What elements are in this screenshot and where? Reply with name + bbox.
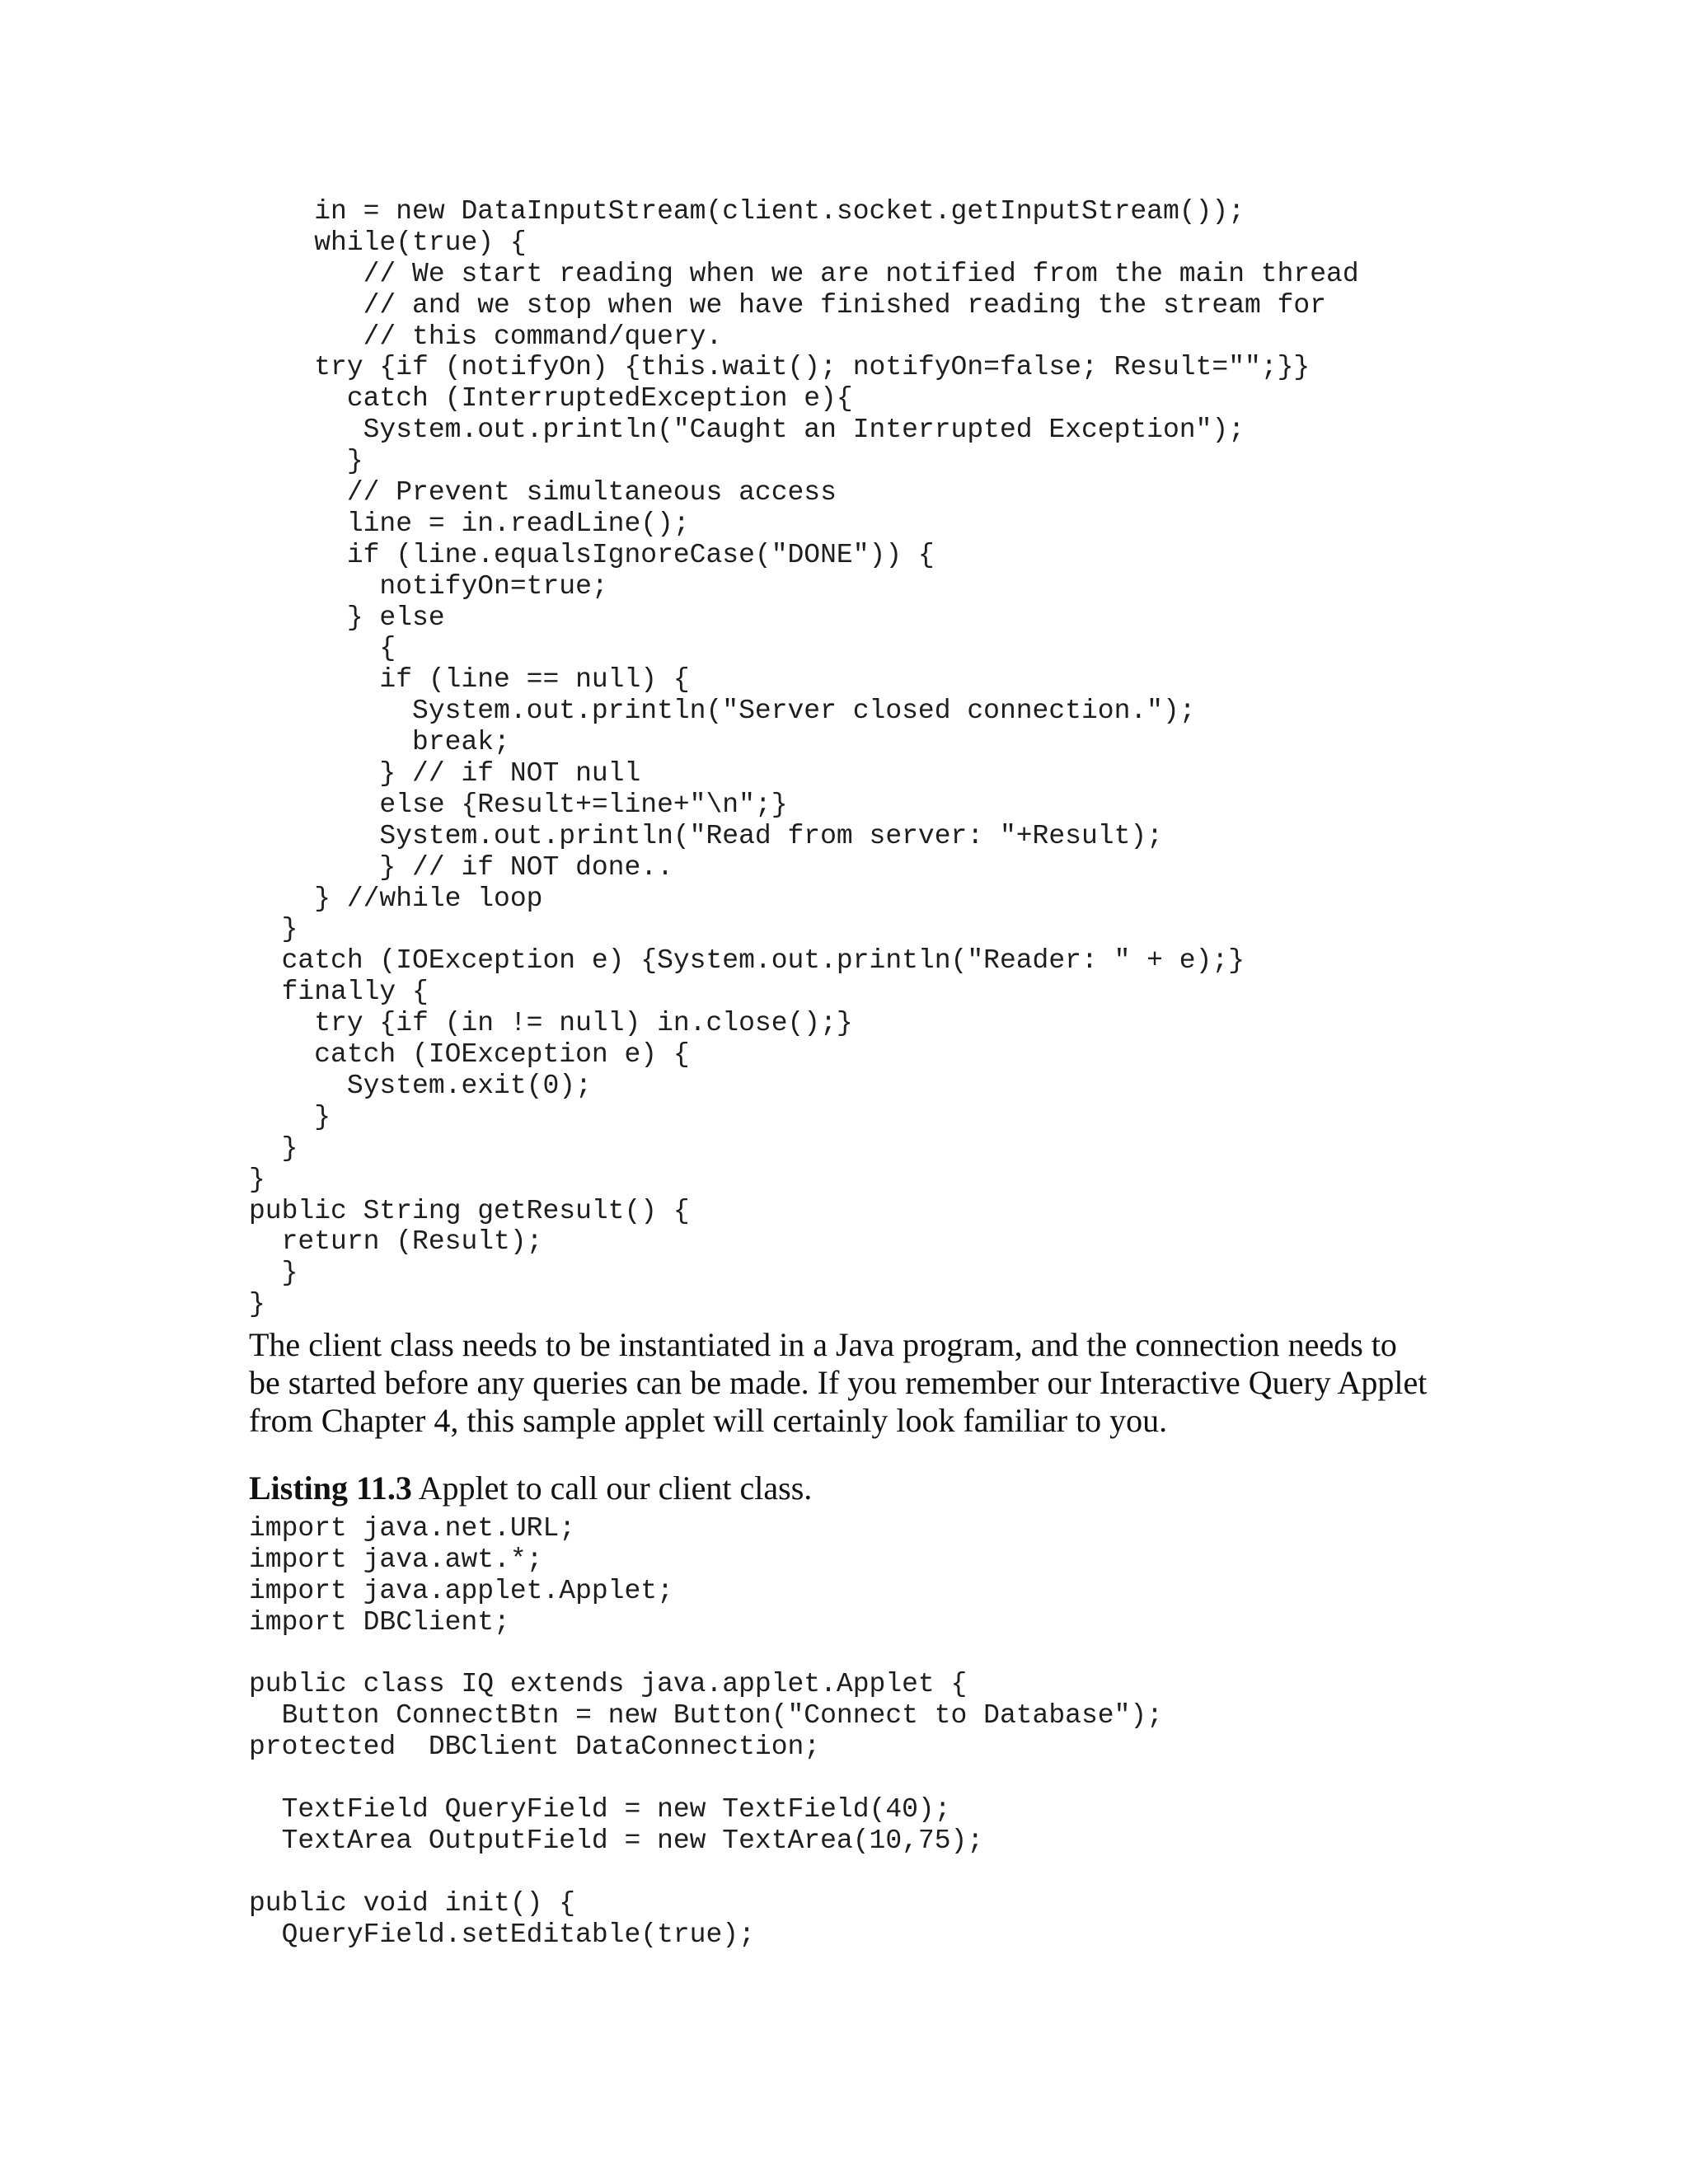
code-line: } //while loop bbox=[249, 883, 543, 914]
code-line: catch (IOException e) {System.out.println("Reader: " + e);} bbox=[249, 945, 1245, 977]
code-line: } bbox=[249, 1132, 298, 1164]
code-line: } bbox=[249, 1258, 298, 1289]
code-line: notifyOn=true; bbox=[249, 570, 608, 602]
code-line: in = new DataInputStream(client.socket.getInputStream()); bbox=[249, 196, 1245, 227]
code-line: public void init() { bbox=[249, 1887, 576, 1919]
code-line: try {if (in != null) in.close();} bbox=[249, 1008, 853, 1039]
code-line: while(true) { bbox=[249, 227, 527, 258]
code-line: import java.awt.*; bbox=[249, 1544, 543, 1575]
code-line: TextField QueryField = new TextField(40); bbox=[249, 1794, 951, 1825]
code-line: break; bbox=[249, 727, 510, 758]
code-line: // We start reading when we are notified from the main thread bbox=[249, 258, 1359, 289]
code-line: System.exit(0); bbox=[249, 1070, 592, 1101]
listing-label: Listing 11.3 bbox=[249, 1469, 412, 1507]
code-line: import DBClient; bbox=[249, 1606, 510, 1638]
code-line: TextArea OutputField = new TextArea(10,75); bbox=[249, 1825, 984, 1856]
code-line: { bbox=[249, 633, 396, 664]
code-line: // and we stop when we have finished reading the stream for bbox=[249, 289, 1327, 321]
code-line: // Prevent simultaneous access bbox=[249, 477, 837, 509]
code-line: public class IQ extends java.applet.Applet { bbox=[249, 1669, 968, 1700]
code-line: catch (InterruptedException e){ bbox=[249, 383, 853, 415]
code-line: import java.applet.Applet; bbox=[249, 1575, 673, 1606]
code-line: } bbox=[249, 914, 298, 945]
body-paragraph bbox=[249, 1326, 1452, 1440]
code-line: System.out.println("Server closed connection."); bbox=[249, 696, 1196, 727]
code-line: } bbox=[249, 1289, 265, 1320]
paragraph-line: The client class needs to be instantiated in a Java program, and the connection needs to bbox=[249, 1326, 1397, 1363]
code-line: System.out.println("Read from server: "+Result); bbox=[249, 820, 1163, 851]
code-line: } bbox=[249, 1101, 331, 1132]
code-line: catch (IOException e) { bbox=[249, 1039, 690, 1071]
code-line: protected DBClient DataConnection; bbox=[249, 1732, 821, 1763]
code-line: // this command/query. bbox=[249, 321, 723, 352]
code-line: if (line.equalsIgnoreCase("DONE")) { bbox=[249, 539, 935, 570]
code-line: else {Result+=line+"\n";} bbox=[249, 789, 788, 820]
code-listing-bottom bbox=[249, 1513, 1163, 1950]
code-line: QueryField.setEditable(true); bbox=[249, 1919, 755, 1950]
code-line: } bbox=[249, 446, 363, 477]
paragraph-line: be started before any queries can be made. If you remember our Interactive Query Applet bbox=[249, 1364, 1428, 1401]
listing-caption bbox=[249, 1469, 812, 1507]
code-line: } else bbox=[249, 602, 445, 633]
code-line bbox=[249, 1638, 1163, 1670]
code-listing-top bbox=[249, 196, 1359, 1320]
listing-caption-text: Applet to call our client class. bbox=[411, 1469, 813, 1507]
code-line: } bbox=[249, 1164, 265, 1195]
code-line bbox=[249, 1763, 1163, 1794]
code-line: } // if NOT done.. bbox=[249, 851, 673, 883]
code-line: } // if NOT null bbox=[249, 758, 641, 790]
code-line: finally { bbox=[249, 977, 429, 1008]
code-line: line = in.readLine(); bbox=[249, 508, 690, 539]
paragraph-line: from Chapter 4, this sample applet will certainly look familiar to you. bbox=[249, 1402, 1168, 1439]
code-line: return (Result); bbox=[249, 1226, 543, 1258]
code-line: public String getResult() { bbox=[249, 1195, 690, 1226]
code-line: import java.net.URL; bbox=[249, 1513, 576, 1544]
code-line: System.out.println("Caught an Interrupted Exception"); bbox=[249, 415, 1245, 446]
code-line: try {if (notifyOn) {this.wait(); notifyOn=false; Result="";}} bbox=[249, 352, 1311, 383]
code-line bbox=[249, 1857, 1163, 1888]
code-line: Button ConnectBtn = new Button("Connect to Database"); bbox=[249, 1700, 1163, 1732]
code-line: if (line == null) { bbox=[249, 664, 690, 696]
